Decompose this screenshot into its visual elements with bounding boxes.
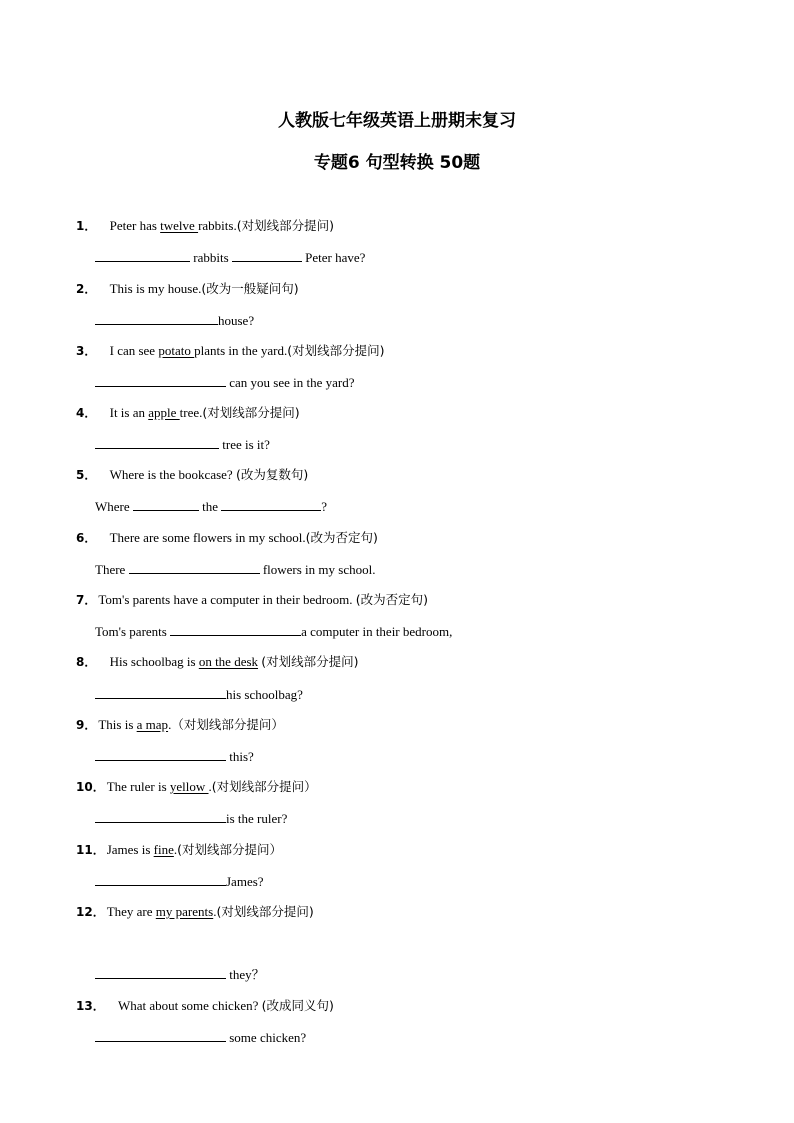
question-number: 5． xyxy=(76,468,97,482)
answer-blank[interactable] xyxy=(95,436,219,449)
answer-text: tree is it? xyxy=(222,437,270,452)
question-text: rabbits. xyxy=(198,218,237,233)
underlined-phrase: twelve xyxy=(160,218,199,233)
question-text: . xyxy=(213,904,217,919)
answer-7 xyxy=(95,623,452,640)
question-number: 9． xyxy=(76,718,97,732)
question-text: . xyxy=(208,779,212,794)
answer-text: flowers in my school. xyxy=(262,562,376,577)
answer-blank[interactable] xyxy=(95,810,226,823)
instruction-note: (改为一般疑问句) xyxy=(201,281,299,296)
answer-text: the xyxy=(202,499,219,514)
instruction-note: (改为复数句) xyxy=(235,467,309,482)
answer-text: There xyxy=(95,562,126,577)
answer-blank[interactable] xyxy=(232,249,302,262)
answer-4 xyxy=(95,436,270,453)
question-number: 2． xyxy=(76,282,97,296)
question-number: 12． xyxy=(76,905,105,919)
underlined-phrase: yellow xyxy=(169,779,209,794)
answer-text: Where xyxy=(95,499,130,514)
question-text: This is xyxy=(98,717,137,732)
instruction-note: (改成同义句) xyxy=(261,998,334,1013)
answer-blank[interactable] xyxy=(95,249,190,262)
question-7 xyxy=(76,592,428,608)
answer-6 xyxy=(95,561,375,578)
question-6 xyxy=(76,530,378,546)
underlined-phrase: a map xyxy=(136,717,169,732)
question-text: Peter has xyxy=(109,218,161,233)
instruction-note: (对划线部分提问) xyxy=(287,343,385,358)
answer-8 xyxy=(95,686,303,703)
answer-12 xyxy=(95,966,265,983)
answer-blank[interactable] xyxy=(95,748,226,761)
answer-text: rabbits xyxy=(193,250,229,265)
question-text: The ruler is xyxy=(106,779,170,794)
answer-1 xyxy=(95,249,365,266)
answer-text: house? xyxy=(218,313,255,328)
answer-blank[interactable] xyxy=(95,374,226,387)
question-4 xyxy=(76,405,300,421)
question-text: plants in the yard. xyxy=(194,343,288,358)
question-number: 1． xyxy=(76,219,97,233)
answer-blank[interactable] xyxy=(95,1029,226,1042)
answer-blank[interactable] xyxy=(133,498,199,511)
question-text: This is my house. xyxy=(109,281,202,296)
answer-text: Tom's parents xyxy=(95,624,167,639)
question-text: What about some chicken? xyxy=(117,998,262,1013)
question-text: There are some flowers in my school. xyxy=(109,530,306,545)
question-text: Tom's parents have a computer in their bedroom. xyxy=(98,592,356,607)
answer-blank[interactable] xyxy=(95,873,226,886)
answer-text: is the ruler? xyxy=(226,811,288,826)
question-2 xyxy=(76,281,299,297)
page-subtitle: 专题6 句型转换 50题 xyxy=(313,153,481,173)
answer-blank[interactable] xyxy=(95,966,226,979)
question-number: 11． xyxy=(76,843,105,857)
answer-blank[interactable] xyxy=(95,312,218,325)
answer-text: James? xyxy=(226,874,264,889)
question-number: 7． xyxy=(76,593,97,607)
question-text: I can see xyxy=(109,343,159,358)
answer-blank[interactable] xyxy=(95,686,226,699)
underlined-phrase: fine xyxy=(153,842,174,857)
question-number: 6． xyxy=(76,531,97,545)
answer-text: can you see in the yard? xyxy=(229,375,355,390)
instruction-note: (对划线部分提问) xyxy=(216,904,314,919)
underlined-phrase: apple xyxy=(148,405,180,420)
question-number: 10． xyxy=(76,780,105,794)
question-5 xyxy=(76,467,308,483)
answer-text: ? xyxy=(321,499,328,514)
question-9 xyxy=(76,717,284,733)
answer-text: some chicken? xyxy=(229,1030,307,1045)
instruction-note: (对划线部分提问） xyxy=(177,842,283,857)
answer-text: they？ xyxy=(229,967,265,982)
answer-10 xyxy=(95,810,287,827)
question-text: Where is the bookcase? xyxy=(109,467,236,482)
question-10 xyxy=(76,779,317,795)
question-text: They are xyxy=(106,904,156,919)
answer-blank[interactable] xyxy=(170,623,301,636)
answer-blank[interactable] xyxy=(221,498,321,511)
question-text: tree. xyxy=(179,405,203,420)
underlined-phrase: on the desk xyxy=(198,654,259,669)
answer-9 xyxy=(95,748,254,765)
answer-text: Peter have? xyxy=(305,250,366,265)
question-number: 4． xyxy=(76,406,97,420)
question-text: James is xyxy=(106,842,154,857)
instruction-note: （对划线部分提问） xyxy=(171,717,284,732)
answer-3 xyxy=(95,374,355,391)
instruction-note: (对划线部分提问) xyxy=(202,405,300,420)
instruction-note: (改为否定句) xyxy=(305,530,378,545)
question-8 xyxy=(76,654,359,670)
instruction-note: (对划线部分提问) xyxy=(261,654,359,669)
question-number: 3． xyxy=(76,344,97,358)
question-11 xyxy=(76,842,282,858)
page-title: 人教版七年级英语上册期末复习 xyxy=(278,111,516,131)
question-13 xyxy=(76,998,334,1014)
question-text: His schoolbag is xyxy=(109,654,199,669)
answer-13 xyxy=(95,1029,306,1046)
answer-2 xyxy=(95,312,254,329)
answer-blank[interactable] xyxy=(129,561,260,574)
question-text: . xyxy=(173,842,178,857)
question-number: 13． xyxy=(76,999,105,1013)
underlined-phrase: potato xyxy=(158,343,195,358)
answer-text: a computer in their bedroom, xyxy=(301,624,453,639)
underlined-phrase: my parents xyxy=(155,904,214,919)
instruction-note: (改为否定句) xyxy=(355,592,429,607)
question-text: It is an xyxy=(109,405,149,420)
question-1 xyxy=(76,218,334,234)
answer-11 xyxy=(95,873,264,890)
answer-text: his schoolbag? xyxy=(226,687,303,702)
instruction-note: (对划线部分提问） xyxy=(211,779,317,794)
answer-5 xyxy=(95,498,327,515)
answer-text: this? xyxy=(229,749,254,764)
instruction-note: (对划线部分提问) xyxy=(236,218,334,233)
question-12 xyxy=(76,904,314,920)
question-3 xyxy=(76,343,385,359)
question-number: 8． xyxy=(76,655,97,669)
question-text: . xyxy=(168,717,172,732)
